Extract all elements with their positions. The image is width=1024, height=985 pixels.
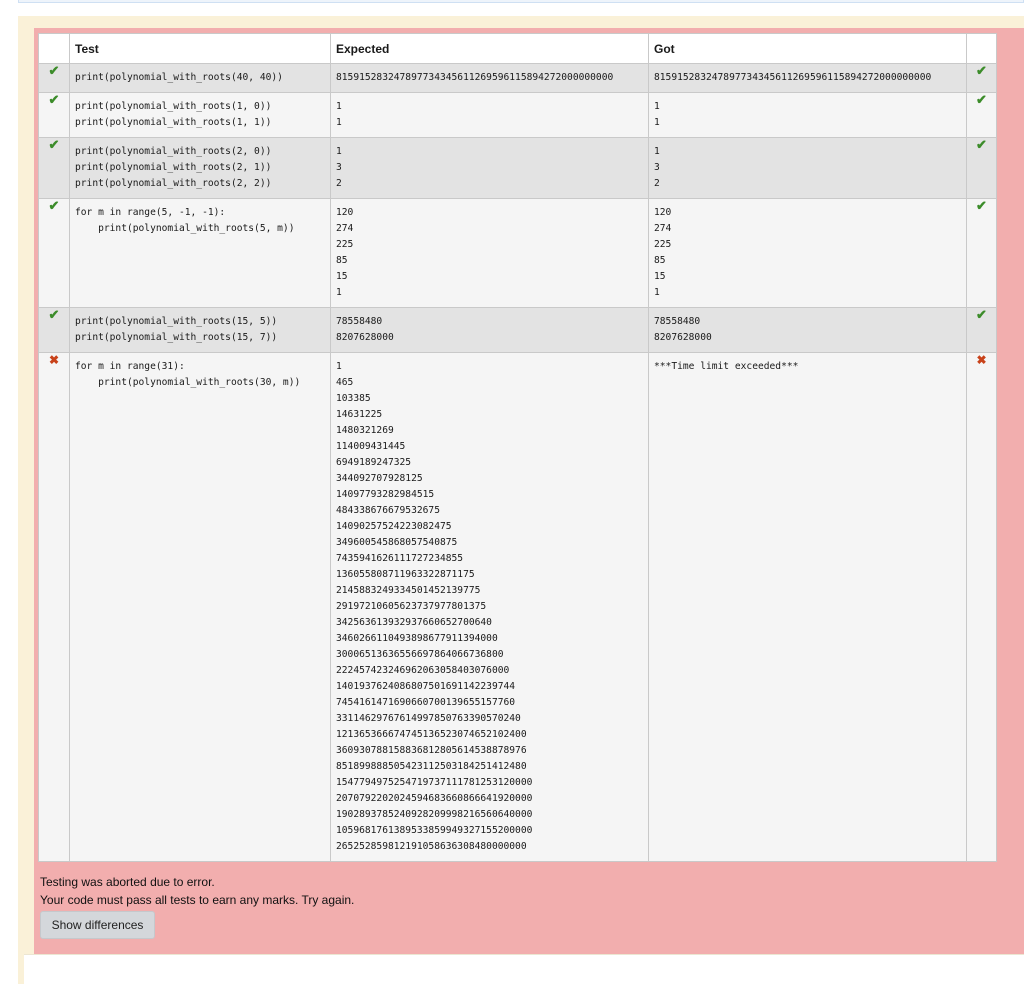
code-line: 1 (654, 146, 660, 157)
header-got: Got (649, 34, 967, 64)
table-row (39, 64, 997, 93)
header-status-spacer (39, 34, 70, 64)
code-line: 103385 (336, 393, 371, 404)
row-status-mark (39, 64, 70, 93)
test-cell (70, 199, 331, 308)
code-line: 360930788158836812805614538878976 (336, 745, 527, 756)
check-icon: ✔ (48, 137, 60, 152)
cross-icon: ✖ (976, 353, 987, 367)
code-line: print(polynomial_with_roots(2, 0)) (75, 146, 272, 157)
row-status-mark (39, 138, 70, 199)
got-cell-text (649, 93, 966, 137)
code-line: 15 (654, 271, 666, 282)
row-status-mark (39, 308, 70, 353)
code-line: for m in range(5, -1, -1): (75, 207, 226, 218)
code-line: 14090257524223082475 (336, 521, 452, 532)
check-icon: ✔ (976, 63, 987, 78)
expected-cell (331, 93, 649, 138)
code-line: 815915283247897734345611269596115894272000000000 (654, 72, 932, 83)
test-results-panel (34, 28, 1024, 954)
row-status-mark (39, 353, 70, 862)
table-row (39, 308, 997, 353)
code-line: 29197210605623737977801375 (336, 601, 487, 612)
got-cell-text (649, 138, 966, 198)
row-status-mark (39, 199, 70, 308)
show-differences-button[interactable]: Show differences (40, 911, 155, 939)
test-cell (70, 308, 331, 353)
code-line: 15 (336, 271, 348, 282)
code-line: 7435941626111727234855 (336, 553, 464, 564)
code-line: 815915283247897734345611269596115894272000000000 (336, 72, 614, 83)
header-expected: Expected (331, 34, 649, 64)
code-line: 2 (654, 178, 660, 189)
test-cell-text (70, 199, 330, 243)
code-line: 6949189247325 (336, 457, 412, 468)
code-line: 114009431445 (336, 441, 406, 452)
expected-cell (331, 199, 649, 308)
check-icon: ✔ (48, 198, 60, 213)
code-line: 274 (654, 223, 672, 234)
code-line: print(polynomial_with_roots(1, 0)) (75, 101, 272, 112)
code-line: 7454161471690660700139655157760 (336, 697, 516, 708)
code-line: 3460266110493898677911394000 (336, 633, 498, 644)
test-cell (70, 353, 331, 862)
code-line: 1547794975254719737111781253120000 (336, 777, 533, 788)
test-cell-text (70, 353, 330, 397)
code-line: 30006513636556697864066736800 (336, 649, 504, 660)
code-line: 14631225 (336, 409, 383, 420)
check-icon: ✔ (976, 198, 987, 213)
code-line: 1 (336, 146, 342, 157)
got-cell (649, 199, 967, 308)
code-line: 1401937624086807501691142239744 (336, 681, 516, 692)
table-row (39, 138, 997, 199)
got-cell-text (649, 308, 966, 352)
error-message (40, 873, 354, 909)
code-line: print(polynomial_with_roots(2, 2)) (75, 178, 272, 189)
code-line: 1059681761389533859949327155200000 (336, 825, 533, 836)
header-test: Test (70, 34, 331, 64)
row-result-mark (967, 353, 997, 862)
code-line: 225 (336, 239, 354, 250)
code-line: print(polynomial_with_roots(30, m)) (75, 377, 301, 388)
expected-cell-text (331, 64, 648, 92)
code-line: 136055808711963322871175 (336, 569, 475, 580)
code-line: 1902893785240928209998216560640000 (336, 809, 533, 820)
code-line: 3 (654, 162, 660, 173)
got-cell-text (649, 353, 966, 381)
code-line: 121365366674745136523074652102400 (336, 729, 527, 740)
code-line: 222457423246962063058403076000 (336, 665, 510, 676)
code-line: 344092707928125 (336, 473, 423, 484)
code-line: 274 (336, 223, 354, 234)
code-line: 1480321269 (336, 425, 394, 436)
test-results-table (38, 33, 997, 862)
code-line: 1 (336, 361, 342, 372)
check-icon: ✔ (976, 92, 987, 107)
next-section-area (24, 954, 1024, 985)
got-cell (649, 64, 967, 93)
expected-cell-text (331, 353, 648, 861)
code-line: 1 (654, 101, 660, 112)
row-result-mark (967, 138, 997, 199)
table-row (39, 93, 997, 138)
check-icon: ✔ (48, 63, 60, 78)
code-line: 85 (654, 255, 666, 266)
expected-cell-text (331, 93, 648, 137)
must-pass-message: Your code must pass all tests to earn any marks. Try again. (40, 893, 355, 907)
got-cell (649, 93, 967, 138)
test-cell-text (70, 64, 330, 92)
test-cell-text (70, 93, 330, 137)
test-cell-text (70, 138, 330, 198)
header-result-spacer (967, 34, 997, 64)
row-result-mark (967, 93, 997, 138)
got-cell (649, 138, 967, 199)
aborted-message: Testing was aborted due to error. (40, 875, 215, 889)
code-line: 33114629767614997850763390570240 (336, 713, 521, 724)
code-line: 120 (654, 207, 672, 218)
code-line: 349600545868057540875 (336, 537, 458, 548)
code-line: 85 (336, 255, 348, 266)
expected-cell (331, 64, 649, 93)
code-line: print(polynomial_with_roots(15, 7)) (75, 332, 278, 343)
test-cell (70, 138, 331, 199)
check-icon: ✔ (976, 137, 987, 152)
table-header-row (39, 34, 997, 64)
got-cell (649, 308, 967, 353)
code-line: 851899888505423112503184251412480 (336, 761, 527, 772)
code-line: 225 (654, 239, 672, 250)
code-line: 484338676679532675 (336, 505, 440, 516)
code-line: 120 (336, 207, 354, 218)
row-result-mark (967, 64, 997, 93)
question-outcome-panel (18, 16, 1024, 984)
code-line: 2 (336, 178, 342, 189)
expected-cell (331, 138, 649, 199)
got-cell-text (649, 64, 966, 92)
expected-cell-text (331, 308, 648, 352)
code-line: 2145883249334501452139775 (336, 585, 481, 596)
code-line: 14097793282984515 (336, 489, 435, 500)
row-result-mark (967, 199, 997, 308)
table-row (39, 199, 997, 308)
code-line: 1 (654, 117, 660, 128)
table-row (39, 353, 997, 862)
code-line: for m in range(31): (75, 361, 185, 372)
code-line: ***Time limit exceeded*** (654, 361, 799, 372)
code-line: 1 (336, 287, 342, 298)
expected-cell-text (331, 138, 648, 198)
expected-cell-text (331, 199, 648, 307)
code-line: 1 (336, 101, 342, 112)
code-line: 1 (654, 287, 660, 298)
code-line: 342563613932937660652700640 (336, 617, 492, 628)
code-line: 78558480 (336, 316, 383, 327)
got-cell-text (649, 199, 966, 307)
code-line: 2070792202024594683660866641920000 (336, 793, 533, 804)
code-line: 8207628000 (654, 332, 712, 343)
test-cell (70, 93, 331, 138)
code-line: 8207628000 (336, 332, 394, 343)
check-icon: ✔ (48, 92, 60, 107)
code-line: 465 (336, 377, 354, 388)
previous-panel-edge (18, 0, 1024, 3)
row-result-mark (967, 308, 997, 353)
check-icon: ✔ (976, 307, 987, 322)
code-line: 78558480 (654, 316, 701, 327)
code-line: 3 (336, 162, 342, 173)
row-status-mark (39, 93, 70, 138)
test-cell (70, 64, 331, 93)
code-line: print(polynomial_with_roots(40, 40)) (75, 72, 283, 83)
check-icon: ✔ (48, 307, 60, 322)
code-line: print(polynomial_with_roots(5, m)) (75, 223, 295, 234)
code-line: print(polynomial_with_roots(2, 1)) (75, 162, 272, 173)
cross-icon: ✖ (48, 353, 60, 367)
code-line: 1 (336, 117, 342, 128)
code-line: print(polynomial_with_roots(15, 5)) (75, 316, 278, 327)
code-line: print(polynomial_with_roots(1, 1)) (75, 117, 272, 128)
expected-cell (331, 353, 649, 862)
test-cell-text (70, 308, 330, 352)
expected-cell (331, 308, 649, 353)
got-cell (649, 353, 967, 862)
code-line: 265252859812191058636308480000000 (336, 841, 527, 852)
